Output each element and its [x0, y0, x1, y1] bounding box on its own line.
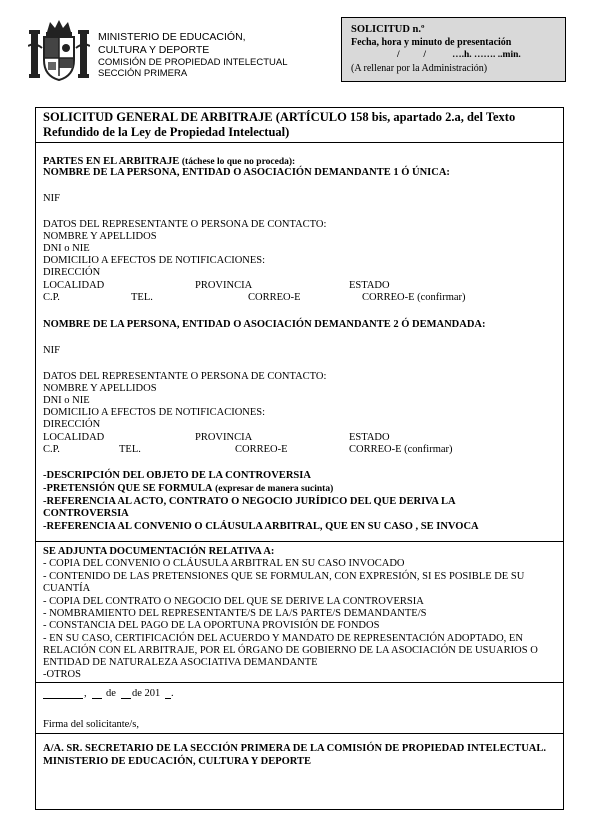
party1-localidad-field[interactable]: LOCALIDAD — [43, 280, 105, 291]
party2-domicilio-label: DOMICILIO A EFECTOS DE NOTIFICACIONES: — [43, 407, 266, 418]
solicitud-number-label: SOLICITUD n.º — [351, 24, 425, 35]
party1-heading: NOMBRE DE LA PERSONA, ENTIDAD O ASOCIACIÓN DEMANDANTE 1 Ó ÚNICA: — [43, 167, 450, 178]
section-divider — [35, 733, 564, 734]
solicitud-registry-box — [341, 17, 566, 82]
party2-localidad-field[interactable]: LOCALIDAD — [43, 432, 105, 443]
party2-rep-heading: DATOS DEL REPRESENTANTE O PERSONA DE CONTACTO: — [43, 371, 327, 382]
commission-line: SECCIÓN PRIMERA — [98, 68, 188, 79]
doc-heading: SE ADJUNTA DOCUMENTACIÓN RELATIVA A: — [43, 546, 275, 557]
party2-direccion-field[interactable]: DIRECCIÓN — [43, 419, 101, 430]
form-title — [43, 110, 558, 140]
ministry-line: MINISTERIO DE EDUCACIÓN, — [98, 31, 246, 43]
ref-pretension-label: -PRETENSIÓN QUE SE FORMULA — [43, 483, 213, 494]
partes-heading-note: (táchese lo que no proceda): — [181, 157, 296, 167]
doc-item: - COPIA DEL CONTRATO O NEGOCIO DEL QUE SE DERIVE LA CONTROVERSIA — [43, 596, 424, 607]
form-frame — [35, 107, 564, 810]
party1-cp-field[interactable]: C.P. — [43, 292, 60, 303]
ref-pretension-note: (expresar de manera sucinta) — [215, 484, 334, 494]
party1-direccion-field[interactable]: DIRECCIÓN — [43, 267, 101, 278]
ref-convenio: -REFERENCIA AL CONVENIO O CLÁUSULA ARBITRAL, QUE EN SU CASO , SE INVOCA — [43, 521, 479, 532]
date-month-blank[interactable] — [121, 698, 131, 699]
date-line — [43, 688, 263, 702]
addressee-line: MINISTERIO DE EDUCACIÓN, CULTURA Y DEPORTE — [43, 756, 312, 767]
doc-item: - NOMBRAMIENTO DEL REPRESENTANTE/S DE LA/S PARTE/S DEMANDANTE/S — [43, 608, 427, 619]
form-title-line: SOLICITUD GENERAL DE ARBITRAJE (ARTÍCULO 158 bis, apartado 2.a, del Texto — [43, 110, 516, 124]
doc-item: ENTIDAD DE NATURALEZA ASOCIATIVA DEMANDANTE — [43, 657, 318, 668]
date-de-1: de — [106, 688, 116, 699]
form-title-line: Refundido de la Ley de Propiedad Intelectual) — [43, 125, 290, 139]
party1-domicilio-label: DOMICILIO A EFECTOS DE NOTIFICACIONES: — [43, 255, 266, 266]
party2-provincia-field[interactable]: PROVINCIA — [195, 432, 253, 443]
partes-heading-label: PARTES EN EL ARBITRAJE — [43, 156, 180, 167]
section-divider — [35, 541, 564, 542]
party2-correo-field[interactable]: CORREO-E — [235, 444, 288, 455]
date-day-blank[interactable] — [92, 698, 102, 699]
date-sep: , — [84, 688, 87, 699]
doc-item: - CONTENIDO DE LAS PRETENSIONES QUE SE FORMULAN, CON EXPRESIÓN, SI ES POSIBLE DE SU — [43, 571, 525, 582]
ref-pretension — [43, 483, 333, 495]
admin-note: (A rellenar por la Administración) — [351, 63, 488, 74]
commission-line: COMISIÓN DE PROPIEDAD INTELECTUAL — [98, 57, 288, 68]
coat-of-arms-logo — [28, 18, 90, 82]
party2-estado-field[interactable]: ESTADO — [349, 432, 390, 443]
fecha-label: Fecha, hora y minuto de presentación — [351, 37, 512, 48]
section-divider — [35, 682, 564, 683]
party1-correo-confirm-field[interactable]: CORREO-E (confirmar) — [362, 292, 466, 303]
party1-provincia-field[interactable]: PROVINCIA — [195, 280, 253, 291]
addressee-line: A/A. SR. SECRETARIO DE LA SECCIÓN PRIMERA DE LA COMISIÓN DE PROPIEDAD INTELECTUAL. — [43, 743, 547, 754]
party1-nombre-field[interactable]: NOMBRE Y APELLIDOS — [43, 231, 157, 242]
ref-acto-cont: CONTROVERSIA — [43, 508, 129, 519]
doc-item: - COPIA DEL CONVENIO O CLÁUSULA ARBITRAL EN SU CASO INVOCADO — [43, 558, 405, 569]
section-divider — [35, 142, 564, 143]
party1-rep-heading: DATOS DEL REPRESENTANTE O PERSONA DE CONTACTO: — [43, 219, 327, 230]
party1-nif-field[interactable]: NIF — [43, 193, 60, 204]
doc-item: - CONSTANCIA DEL PAGO DE LA OPORTUNA PROVISIÓN DE FONDOS — [43, 620, 380, 631]
date-place-blank[interactable] — [43, 698, 83, 699]
doc-item: RELACIÓN CON EL ARBITRAJE, POR EL ÓRGANO DE GOBIERNO DE LA ASOCIACIÓN DE USUARIOS O — [43, 645, 538, 656]
fecha-fill-line: / / ….h. ……. ..min. — [397, 50, 521, 60]
party1-estado-field[interactable]: ESTADO — [349, 280, 390, 291]
party2-nif-field[interactable]: NIF — [43, 345, 60, 356]
ministry-name — [98, 31, 288, 79]
ref-acto: -REFERENCIA AL ACTO, CONTRATO O NEGOCIO JURÍDICO DEL QUE DERIVA LA — [43, 496, 456, 507]
date-end: . — [171, 688, 174, 699]
doc-item: CUANTÍA — [43, 583, 91, 594]
party2-tel-field[interactable]: TEL. — [119, 444, 141, 455]
ministry-line: CULTURA Y DEPORTE — [98, 44, 210, 56]
date-de-2: de 201 — [132, 688, 161, 699]
party2-heading: NOMBRE DE LA PERSONA, ENTIDAD O ASOCIACIÓN DEMANDANTE 2 Ó DEMANDADA: — [43, 319, 486, 330]
party1-dni-field[interactable]: DNI o NIE — [43, 243, 90, 254]
party2-correo-confirm-field[interactable]: CORREO-E (confirmar) — [349, 444, 453, 455]
ref-descripcion: -DESCRIPCIÓN DEL OBJETO DE LA CONTROVERSIA — [43, 470, 311, 481]
party1-correo-field[interactable]: CORREO-E — [248, 292, 301, 303]
party2-nombre-field[interactable]: NOMBRE Y APELLIDOS — [43, 383, 157, 394]
party1-tel-field[interactable]: TEL. — [131, 292, 153, 303]
party2-dni-field[interactable]: DNI o NIE — [43, 395, 90, 406]
firma-label: Firma del solicitante/s, — [43, 719, 139, 730]
doc-item: - EN SU CASO, CERTIFICACIÓN DEL ACUERDO Y MANDATO DE REPRESENTACIÓN ADOPTADO, EN — [43, 633, 523, 644]
doc-item: -OTROS — [43, 669, 81, 680]
party2-cp-field[interactable]: C.P. — [43, 444, 60, 455]
